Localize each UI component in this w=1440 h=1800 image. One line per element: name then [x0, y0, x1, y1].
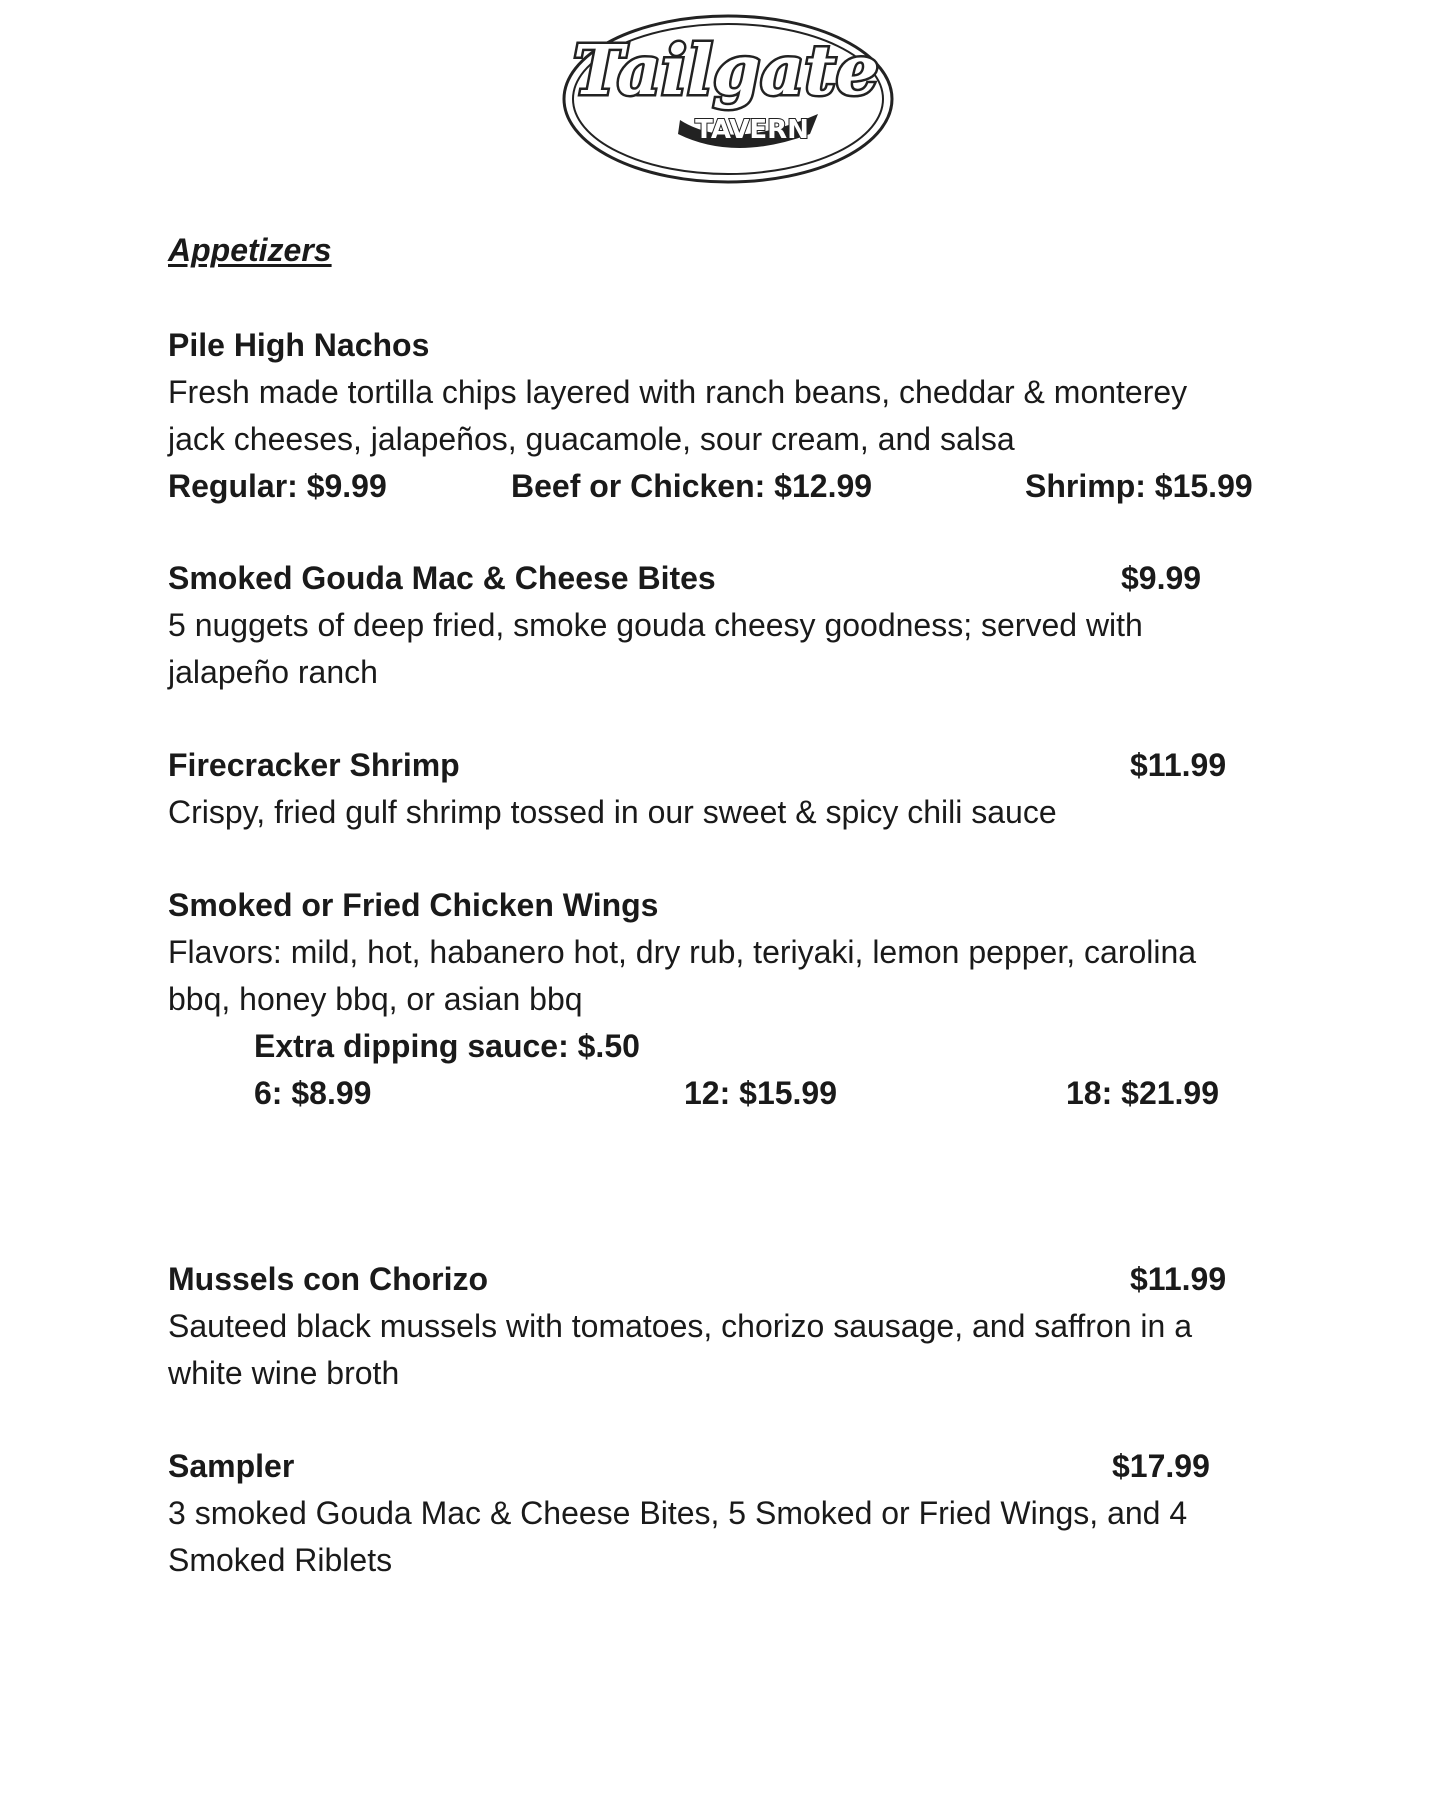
item-description: jack cheeses, jalapeños, guacamole, sour cream, and salsa: [168, 421, 1015, 457]
item-option-price: 6: $8.99: [254, 1075, 372, 1111]
menu-item-mac-cheese-bites: [168, 555, 1288, 696]
tailgate-tavern-logo: [560, 12, 896, 187]
item-price: $11.99: [1130, 747, 1227, 783]
item-price: $11.99: [1130, 1261, 1227, 1297]
item-description: 3 smoked Gouda Mac & Cheese Bites, 5 Smoked or Fried Wings, and 4: [168, 1495, 1188, 1531]
item-option-price: Regular: $9.99: [168, 468, 387, 504]
item-name: Mussels con Chorizo: [168, 1261, 489, 1297]
item-description: Fresh made tortilla chips layered with ranch beans, cheddar & monterey: [168, 374, 1188, 410]
item-option-price: 18: $21.99: [1066, 1075, 1220, 1111]
item-price: $9.99: [1121, 560, 1202, 596]
item-description: Flavors: mild, hot, habanero hot, dry rub, teriyaki, lemon pepper, carolina: [168, 934, 1197, 970]
item-description: Crispy, fried gulf shrimp tossed in our sweet & spicy chili sauce: [168, 794, 1057, 830]
logo-script-text: Tailgate: [572, 31, 880, 111]
item-option-price: Shrimp: $15.99: [1025, 468, 1253, 504]
logo-word-text: TAVERN: [695, 115, 809, 145]
item-name: Smoked Gouda Mac & Cheese Bites: [168, 560, 716, 596]
item-option-price: Beef or Chicken: $12.99: [511, 468, 873, 504]
menu-item-chicken-wings: [168, 882, 1288, 1117]
item-description: jalapeño ranch: [168, 654, 378, 690]
item-price: $17.99: [1112, 1448, 1210, 1484]
menu-item-firecracker-shrimp: [168, 742, 1288, 836]
item-description: Smoked Riblets: [168, 1542, 393, 1578]
item-description: 5 nuggets of deep fried, smoke gouda cheesy goodness; served with: [168, 607, 1143, 643]
item-name: Smoked or Fried Chicken Wings: [168, 887, 659, 923]
item-description: bbq, honey bbq, or asian bbq: [168, 981, 583, 1017]
menu-item-pile-high-nachos: [168, 322, 1288, 510]
item-extra-price: Extra dipping sauce: $.50: [254, 1028, 640, 1064]
item-name: Pile High Nachos: [168, 327, 430, 363]
menu-item-sampler: [168, 1443, 1288, 1584]
item-description: white wine broth: [168, 1355, 400, 1391]
item-name: Sampler: [168, 1448, 295, 1484]
menu-item-mussels-con-chorizo: [168, 1256, 1288, 1397]
item-name: Firecracker Shrimp: [168, 747, 460, 783]
item-option-price: 12: $15.99: [684, 1075, 838, 1111]
item-description: Sauteed black mussels with tomatoes, chorizo sausage, and saffron in a: [168, 1308, 1192, 1344]
section-title: Appetizers: [168, 232, 332, 268]
